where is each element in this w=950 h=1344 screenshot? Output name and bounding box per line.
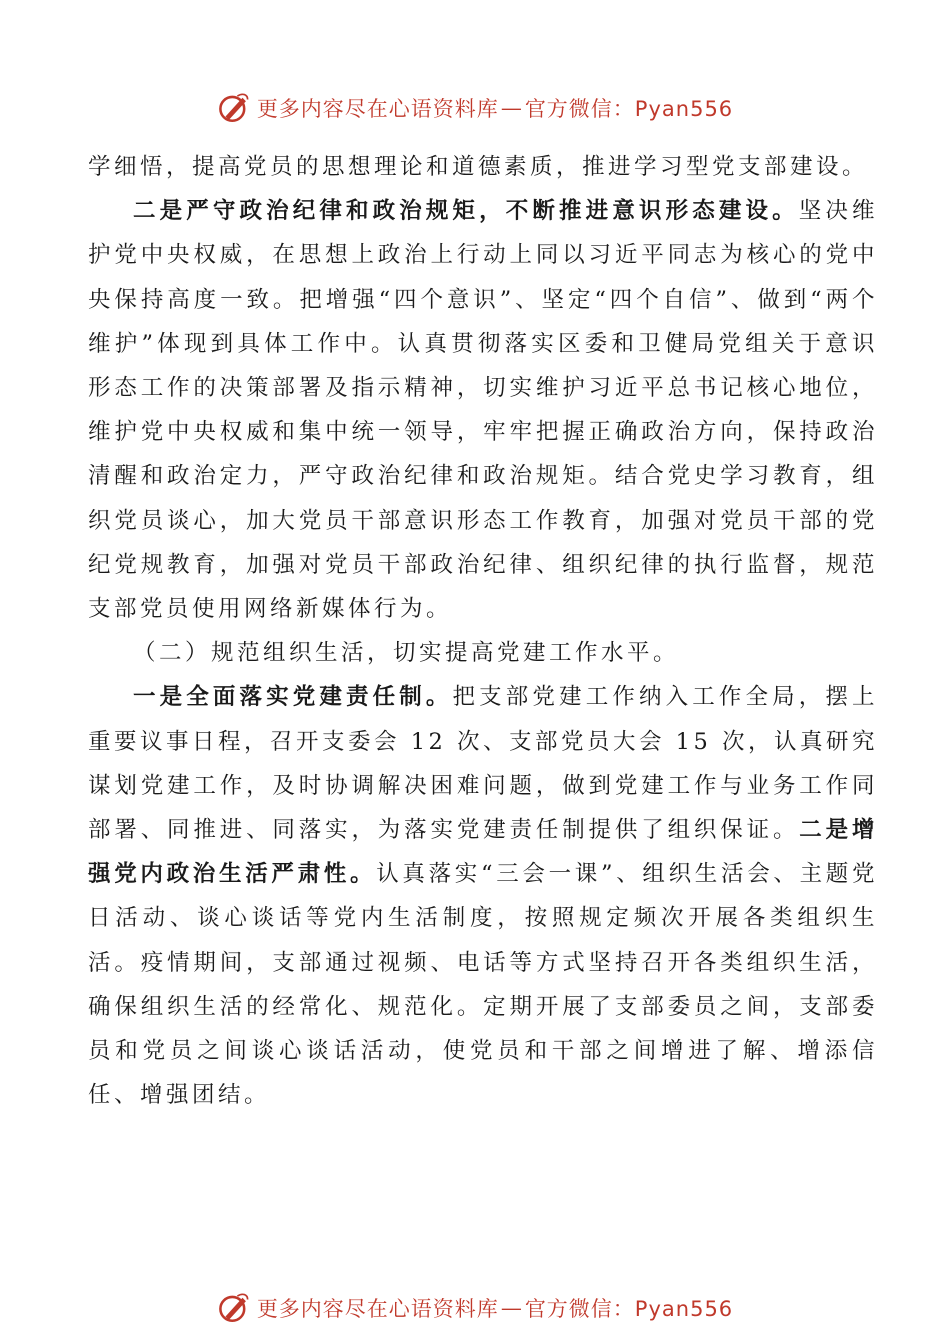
header-banner	[0, 88, 950, 128]
paragraph-2-heading: 二是严守政治纪律和政治规矩，不断推进意识形态建设。	[133, 198, 799, 225]
banner-separator: —	[500, 96, 523, 120]
pen-logo-icon	[217, 1291, 251, 1325]
pen-logo-icon	[217, 91, 251, 125]
banner-text: 更多内容尽在心语资料库	[256, 1297, 499, 1321]
banner-wechat: 官方微信：Pyan556	[524, 97, 734, 121]
paragraph-3-heading-2: 二是增强党内政治生活严肃性。	[88, 817, 878, 888]
banner-text: 更多内容尽在心语资料库	[256, 97, 499, 121]
paragraph-3-heading: 一是全面落实党建责任制。	[133, 684, 453, 711]
banner-wechat: 官方微信：Pyan556	[524, 1297, 734, 1321]
section-heading: （二）规范组织生活，切实提高党建工作水平。	[133, 640, 680, 667]
paragraph-1: 学细悟，提高党员的思想理论和道德素质，推进学习型党支部建设。	[88, 154, 869, 180]
footer-banner	[0, 1288, 950, 1328]
paragraph-3: 一是全面落实党建责任制。把支部党建工作纳入工作全局，摆上重要议事日程，召开支委会 12 次、支部党员大会 15 次，认真研究谋划党建工作，及时协调解决困难问题，做到党建工作与业务工作同部署、同推进、同落实，为落实党建责任制提供了组织保证。二是增强党内政治生活严肃性。认真落实“三会一课”、组织生活会、主题党日活动、谈心谈话等党内生活制度，按照规定频次开展各类组织生活。疫情期间，支部通过视频、电话等方式坚持召开各类组织生活，确保组织生活的经常化、规范化。定期开展了支部委员之间，支部委员和党员之间谈心谈话活动，使党员和干部之间增进了解、增添信任、增强团结。	[88, 684, 878, 1109]
banner-separator: —	[500, 1296, 523, 1320]
document-body	[88, 145, 878, 1117]
paragraph-2: 二是严守政治纪律和政治规矩，不断推进意识形态建设。坚决维护党中央权威，在思想上政治上行动上同以习近平同志为核心的党中央保持高度一致。把增强“四个意识”、坚定“四个自信”、做到“两个维护”体现到具体工作中。认真贯彻落实区委和卫健局党组关于意识形态工作的决策部署及指示精神，切实维护习近平总书记核心地位，维护党中央权威和集中统一领导，牢牢把握正确政治方向，保持政治清醒和政治定力，严守政治纪律和政治规矩。结合党史学习教育，组织党员谈心，加大党员干部意识形态工作教育，加强对党员干部的党纪党规教育，加强对党员干部政治纪律、组织纪律的执行监督，规范支部党员使用网络新媒体行为。	[88, 198, 878, 623]
